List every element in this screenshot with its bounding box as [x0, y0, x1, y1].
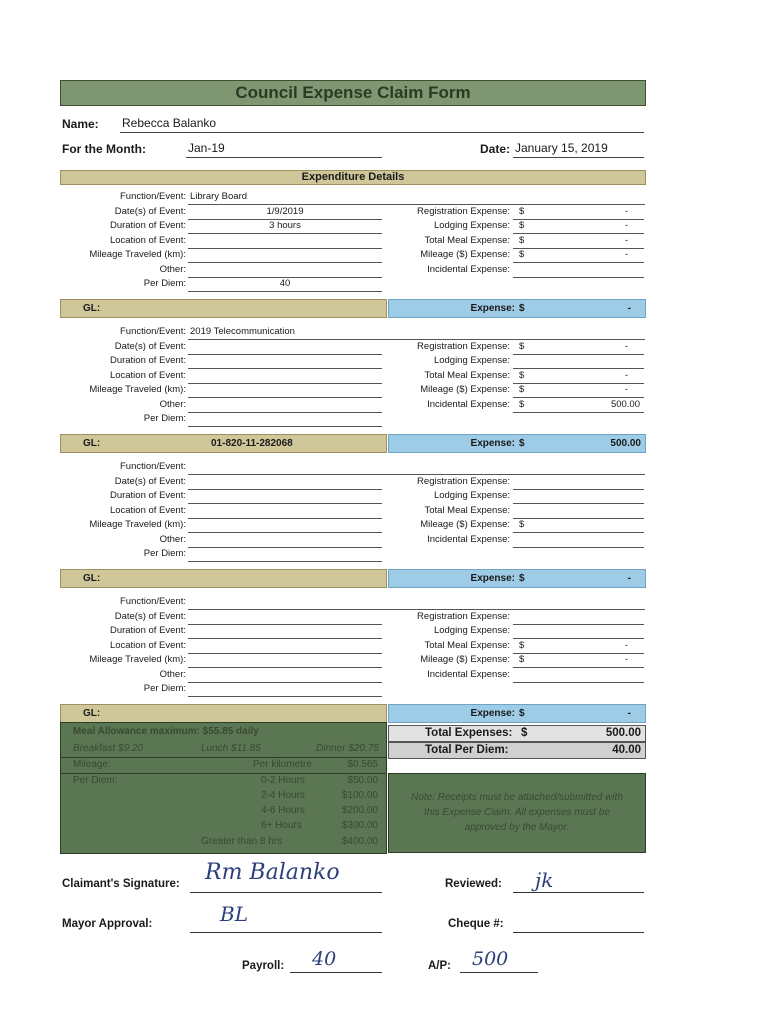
expense-label: Expense:	[470, 438, 515, 449]
gl-bar	[60, 569, 387, 588]
duration-label: Duration of Event:	[109, 220, 186, 231]
note-text: Note: Receipts must be attached/submitted with this Expense Claim. All expenses must be approved by the Mayor.	[411, 792, 623, 833]
expense-bar	[388, 704, 646, 723]
duration-input[interactable]	[188, 354, 382, 369]
mileage-input[interactable]	[188, 248, 382, 263]
rate-value: $200.00	[341, 805, 378, 816]
date-label: Date:	[480, 142, 511, 156]
total-expenses-row	[388, 725, 646, 742]
other-input[interactable]	[188, 533, 382, 548]
dates-label: Date(s) of Event:	[114, 611, 186, 622]
rate-label: Greater than 8 hrs	[201, 836, 283, 847]
function-input[interactable]: Library Board	[188, 190, 645, 205]
duration-input[interactable]: 3 hours	[188, 219, 382, 234]
mileage-label: Mileage Traveled (km):	[89, 654, 186, 665]
lodging-input[interactable]	[513, 354, 644, 369]
location-label: Location of Event:	[109, 370, 186, 381]
meal-label: Total Meal Expense:	[424, 505, 510, 516]
dollar-sign: $	[519, 654, 525, 665]
other-input[interactable]	[188, 263, 382, 278]
rate-label: 2-4 Hours	[261, 790, 305, 801]
per-diem-rates-label: Per Diem:	[73, 775, 118, 786]
dollar-sign: $	[521, 727, 528, 739]
mileage-expense-label: Mileage ($) Expense:	[420, 384, 510, 395]
expense-total: -	[627, 573, 631, 584]
amount: -	[624, 206, 628, 217]
total-expenses-value: 500.00	[605, 727, 641, 739]
rate-label: 6+ Hours	[261, 820, 302, 831]
gl-label: GL:	[83, 708, 101, 719]
rate-label: 4-6 Hours	[261, 805, 305, 816]
incidental-label: Incidental Expense:	[427, 534, 510, 545]
function-label: Function/Event:	[119, 596, 186, 607]
mileage-expense-label: Mileage ($) Expense:	[420, 519, 510, 530]
incidental-label: Incidental Expense:	[427, 669, 510, 680]
dollar-sign: $	[519, 384, 525, 395]
registration-label: Registration Expense:	[417, 341, 510, 352]
reviewed-line[interactable]	[513, 892, 644, 893]
other-input[interactable]	[188, 668, 382, 683]
dollar-sign: $	[519, 303, 525, 314]
registration-input[interactable]	[513, 205, 644, 220]
location-input[interactable]	[188, 639, 382, 654]
section-title: Expenditure Details	[60, 170, 646, 185]
mileage-expense-label: Mileage ($) Expense:	[420, 654, 510, 665]
meal-input[interactable]	[513, 639, 644, 654]
dollar-sign: $	[519, 249, 525, 260]
mileage-input[interactable]	[188, 383, 382, 398]
function-input[interactable]	[188, 460, 645, 475]
dates-label: Date(s) of Event:	[114, 476, 186, 487]
mileage-label: Mileage Traveled (km):	[89, 249, 186, 260]
dates-label: Date(s) of Event:	[114, 341, 186, 352]
claimant-signature: Rm Balanko	[205, 860, 340, 885]
meal-label: Total Meal Expense:	[424, 370, 510, 381]
amount: -	[624, 235, 628, 246]
mayor-approval-line[interactable]	[190, 932, 382, 933]
lodging-label: Lodging Expense:	[433, 220, 510, 231]
allowance-panel	[60, 722, 387, 854]
date-field[interactable]	[513, 141, 644, 158]
expense-bar	[388, 569, 646, 588]
amount: -	[624, 654, 628, 665]
gl-value[interactable]: 01-820-11-282068	[211, 438, 293, 449]
date-value: January 15, 2019	[515, 141, 608, 155]
duration-label: Duration of Event:	[109, 625, 186, 636]
duration-label: Duration of Event:	[109, 490, 186, 501]
dates-input[interactable]	[188, 610, 382, 625]
amount: -	[624, 640, 628, 651]
lodging-input[interactable]	[513, 624, 644, 639]
mayor-signature: BL	[220, 902, 248, 926]
mileage-expense-label: Mileage ($) Expense:	[420, 249, 510, 260]
month-label: For the Month:	[62, 142, 146, 156]
mileage-rate-label: Mileage:	[73, 759, 111, 770]
dollar-sign: $	[519, 519, 525, 530]
dollar-sign: $	[519, 370, 525, 381]
location-input[interactable]	[188, 504, 382, 519]
expense-label: Expense:	[470, 708, 515, 719]
duration-label: Duration of Event:	[109, 355, 186, 366]
meal-label: Total Meal Expense:	[424, 640, 510, 651]
gl-bar	[60, 299, 387, 318]
rate-label: 0-2 Hours	[261, 775, 305, 786]
incidental-label: Incidental Expense:	[427, 264, 510, 275]
incidental-input[interactable]	[513, 398, 644, 413]
rate-value: $300.00	[341, 820, 378, 831]
lodging-input[interactable]	[513, 219, 644, 234]
note-panel	[388, 773, 646, 853]
per-diem-input[interactable]	[188, 547, 382, 562]
per-diem-label: Per Diem:	[143, 278, 186, 289]
function-label: Function/Event:	[119, 191, 186, 202]
dollar-sign: $	[519, 399, 525, 410]
total-per-diem-value: 40.00	[612, 744, 641, 756]
amount: -	[624, 220, 628, 231]
expense-total: 500.00	[610, 438, 641, 449]
lodging-label: Lodging Expense:	[433, 625, 510, 636]
incidental-input[interactable]	[513, 668, 644, 683]
month-field[interactable]	[186, 141, 382, 158]
per-diem-label: Per Diem:	[143, 683, 186, 694]
registration-label: Registration Expense:	[417, 206, 510, 217]
amount: -	[624, 341, 628, 352]
function-input[interactable]: 2019 Telecommunication	[188, 325, 645, 340]
rate-value: $400.00	[341, 836, 378, 847]
incidental-input[interactable]	[513, 533, 644, 548]
expense-label: Expense:	[470, 573, 515, 584]
location-input[interactable]	[188, 369, 382, 384]
expense-bar	[388, 434, 646, 453]
dates-input[interactable]	[188, 340, 382, 355]
location-label: Location of Event:	[109, 505, 186, 516]
rate-value: $50.00	[347, 775, 378, 786]
dinner-rate: Dinner $20.75	[316, 743, 379, 754]
dollar-sign: $	[519, 438, 525, 449]
incidental-label: Incidental Expense:	[427, 399, 510, 410]
ap-value: 500	[472, 948, 509, 970]
gl-label: GL:	[83, 303, 101, 314]
location-label: Location of Event:	[109, 640, 186, 651]
duration-input[interactable]	[188, 624, 382, 639]
function-label: Function/Event:	[119, 461, 186, 472]
breakfast-rate: Breakfast $9.20	[73, 743, 144, 754]
mileage-label: Mileage Traveled (km):	[89, 519, 186, 530]
per-diem-input[interactable]	[188, 412, 382, 427]
total-per-diem-label: Total Per Diem:	[425, 744, 509, 756]
function-input[interactable]	[188, 595, 645, 610]
gl-label: GL:	[83, 438, 101, 449]
mileage-label: Mileage Traveled (km):	[89, 384, 186, 395]
payroll-label: Payroll:	[242, 960, 285, 972]
gl-bar	[60, 434, 387, 453]
dollar-sign: $	[519, 206, 525, 217]
name-value: Rebecca Balanko	[122, 116, 217, 130]
cheque-label: Cheque #:	[448, 918, 504, 930]
mileage-input[interactable]	[188, 653, 382, 668]
lodging-input[interactable]	[513, 489, 644, 504]
other-label: Other:	[159, 534, 186, 545]
dollar-sign: $	[519, 708, 525, 719]
mileage-expense-input[interactable]	[513, 653, 644, 668]
expense-label: Expense:	[470, 303, 515, 314]
per-diem-input[interactable]: 40	[188, 277, 382, 292]
meal-input[interactable]	[513, 369, 644, 384]
other-label: Other:	[159, 264, 186, 275]
mileage-rate-value: $0.565	[347, 759, 378, 770]
incidental-input[interactable]	[513, 263, 644, 278]
other-label: Other:	[159, 399, 186, 410]
meal-input[interactable]	[513, 234, 644, 249]
name-field[interactable]	[120, 116, 644, 133]
registration-input[interactable]	[513, 475, 644, 490]
claimant-signature-line[interactable]	[190, 892, 382, 893]
dollar-sign: $	[519, 573, 525, 584]
amount: -	[624, 384, 628, 395]
amount: 500.00	[610, 399, 640, 410]
mileage-expense-input[interactable]	[513, 248, 644, 263]
expense-total: -	[627, 708, 631, 719]
dollar-sign: $	[519, 640, 525, 651]
expense-total: -	[627, 303, 631, 314]
payroll-line[interactable]	[290, 972, 382, 973]
expense-bar	[388, 299, 646, 318]
dollar-sign: $	[519, 341, 525, 352]
total-expenses-label: Total Expenses:	[425, 727, 513, 739]
month-value: Jan-19	[188, 141, 225, 155]
claimant-signature-label: Claimant's Signature:	[62, 878, 180, 890]
lodging-label: Lodging Expense:	[433, 355, 510, 366]
reviewed-initials: jk	[535, 868, 554, 892]
payroll-value: 40	[312, 948, 337, 970]
amount: -	[624, 249, 628, 260]
mileage-rate-unit: Per kilometre	[253, 759, 312, 770]
gl-label: GL:	[83, 573, 101, 584]
registration-label: Registration Expense:	[417, 611, 510, 622]
meal-input[interactable]	[513, 504, 644, 519]
gl-bar	[60, 704, 387, 723]
per-diem-label: Per Diem:	[143, 413, 186, 424]
dates-input[interactable]: 1/9/2019	[188, 205, 382, 220]
mileage-expense-input[interactable]	[513, 383, 644, 398]
registration-input[interactable]	[513, 340, 644, 355]
duration-input[interactable]	[188, 489, 382, 504]
location-input[interactable]	[188, 234, 382, 249]
allowance-heading: Meal Allowance maximum: $55.85 daily	[73, 726, 259, 737]
name-label: Name:	[62, 117, 99, 131]
registration-input[interactable]	[513, 610, 644, 625]
lunch-rate: Lunch $11.85	[201, 743, 261, 754]
lodging-label: Lodging Expense:	[433, 490, 510, 501]
mileage-input[interactable]	[188, 518, 382, 533]
amount: -	[624, 370, 628, 381]
dollar-sign: $	[519, 235, 525, 246]
per-diem-input[interactable]	[188, 682, 382, 697]
ap-line[interactable]	[460, 972, 538, 973]
other-label: Other:	[159, 669, 186, 680]
mayor-approval-label: Mayor Approval:	[62, 918, 153, 930]
total-per-diem-row	[388, 742, 646, 759]
dates-label: Date(s) of Event:	[114, 206, 186, 217]
cheque-line[interactable]	[513, 932, 644, 933]
per-diem-label: Per Diem:	[143, 548, 186, 559]
registration-label: Registration Expense:	[417, 476, 510, 487]
location-label: Location of Event:	[109, 235, 186, 246]
form-title: Council Expense Claim Form	[60, 80, 646, 106]
meal-label: Total Meal Expense:	[424, 235, 510, 246]
function-label: Function/Event:	[119, 326, 186, 337]
other-input[interactable]	[188, 398, 382, 413]
dates-input[interactable]	[188, 475, 382, 490]
rate-value: $100.00	[341, 790, 378, 801]
mileage-expense-input[interactable]	[513, 518, 644, 533]
reviewed-label: Reviewed:	[445, 878, 502, 890]
dollar-sign: $	[519, 220, 525, 231]
ap-label: A/P:	[428, 960, 451, 972]
